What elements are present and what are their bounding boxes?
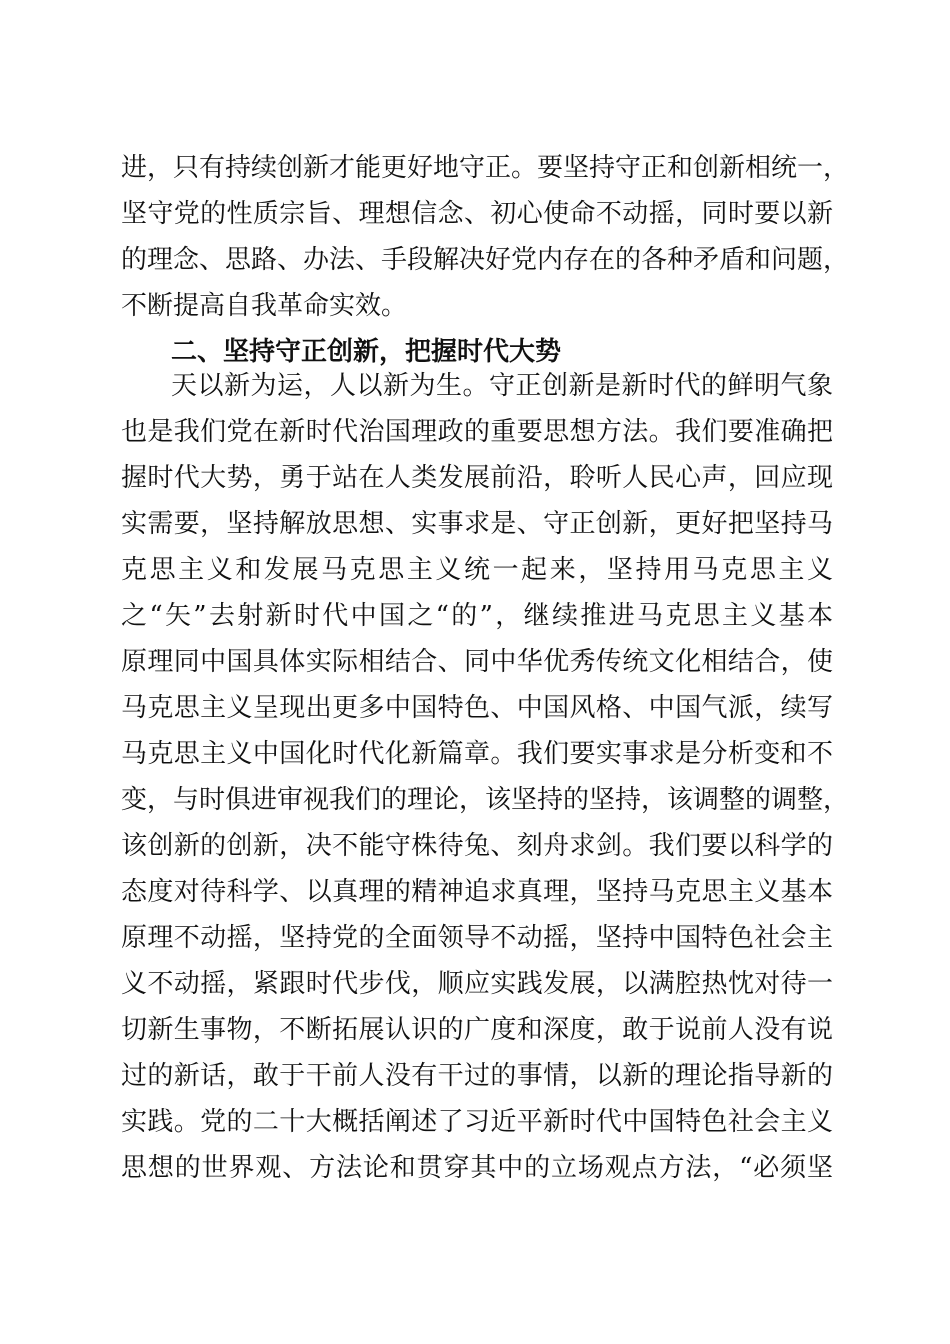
paragraph-1-line-2: 坚守党的性质宗旨、理想信念、初心使命不动摇，同时要以新 — [121, 199, 833, 229]
paragraph-1-line-3: 的理念、思路、办法、手段解决好党内存在的各种矛盾和问题， — [121, 245, 850, 275]
paragraph-2-line-9: 马克思主义中国化时代化新篇章。我们要实事求是分析变和不 — [121, 739, 833, 769]
paragraph-1-line-1: 进，只有持续创新才能更好地守正。要坚持守正和创新相统一， — [121, 153, 850, 183]
paragraph-2-line-6: 之“矢”去射新时代中国之“的”，继续推进马克思主义基本 — [121, 601, 833, 631]
paragraph-2-line-16: 过的新话，敢于干前人没有干过的事情，以新的理论指导新的 — [121, 1061, 833, 1091]
section-heading: 二、坚持守正创新，把握时代大势 — [171, 337, 562, 367]
paragraph-2-line-14: 义不动摇，紧跟时代步伐，顺应实践发展，以满腔热忱对待一 — [121, 969, 833, 999]
paragraph-2-line-1: 天以新为运，人以新为生。守正创新是新时代的鲜明气象 — [171, 371, 833, 401]
paragraph-2-line-12: 态度对待科学、以真理的精神追求真理，坚持马克思主义基本 — [121, 877, 833, 907]
paragraph-2-line-7: 原理同中国具体实际相结合、同中华优秀传统文化相结合，使 — [121, 647, 833, 677]
paragraph-2-line-5: 克思主义和发展马克思主义统一起来，坚持用马克思主义 — [121, 555, 833, 585]
paragraph-2-line-2: 也是我们党在新时代治国理政的重要思想方法。我们要准确把 — [121, 417, 833, 447]
paragraph-2-line-8: 马克思主义呈现出更多中国特色、中国风格、中国气派，续写 — [121, 693, 833, 723]
paragraph-2-line-11: 该创新的创新，决不能守株待兔、刻舟求剑。我们要以科学的 — [121, 831, 833, 861]
paragraph-1-line-4: 不断提高自我革命实效。 — [121, 291, 408, 321]
paragraph-2-line-3: 握时代大势，勇于站在人类发展前沿，聆听人民心声，回应现 — [121, 463, 833, 493]
paragraph-2-line-13: 原理不动摇，坚持党的全面领导不动摇，坚持中国特色社会主 — [121, 923, 833, 953]
paragraph-2-line-4: 实需要，坚持解放思想、实事求是、守正创新，更好把坚持马 — [121, 509, 833, 539]
paragraph-2-line-15: 切新生事物，不断拓展认识的广度和深度，敢于说前人没有说 — [121, 1015, 833, 1045]
paragraph-2-line-18: 思想的世界观、方法论和贯穿其中的立场观点方法，“必须坚 — [121, 1153, 833, 1183]
paragraph-2-line-17: 实践。党的二十大概括阐述了习近平新时代中国特色社会主义 — [121, 1107, 833, 1137]
paragraph-2-line-10: 变，与时俱进审视我们的理论，该坚持的坚持，该调整的调整， — [121, 785, 850, 815]
